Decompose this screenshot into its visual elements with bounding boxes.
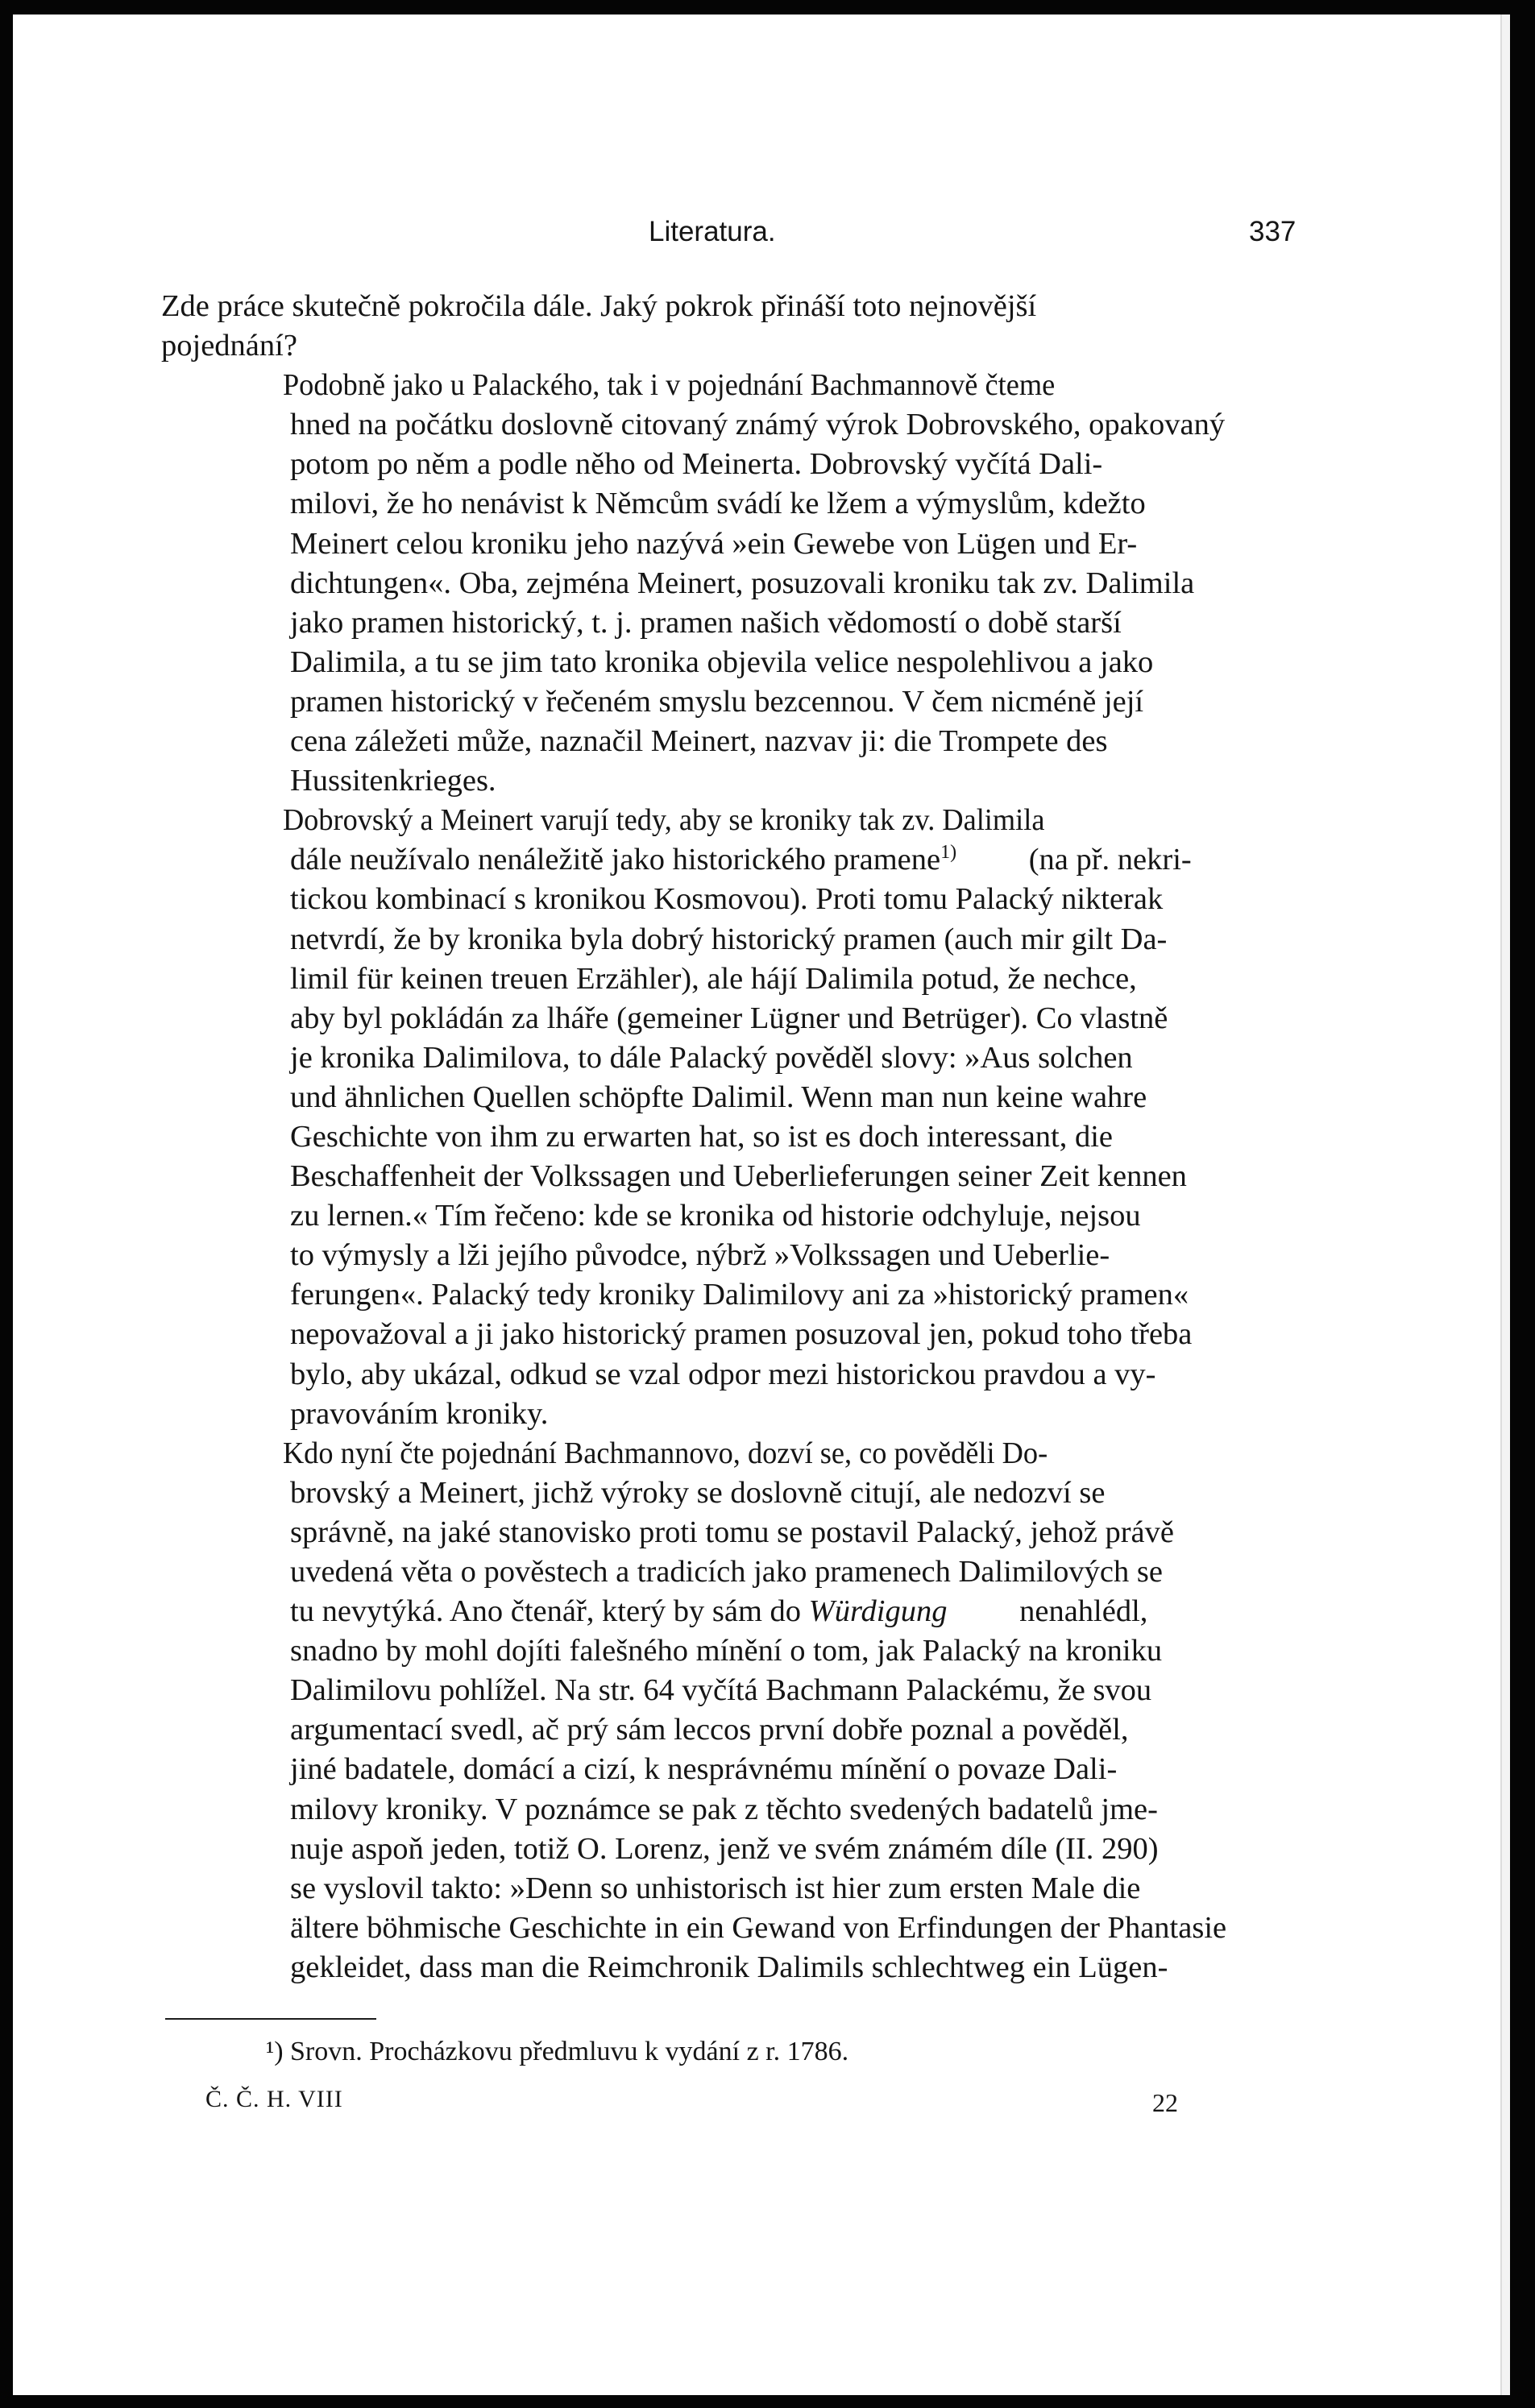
footnote-reference: 1) — [940, 842, 957, 864]
text-line: nepovažoval a ji jako historický pramen posuzoval jen, pokud toho třeba — [290, 1317, 1193, 1352]
paragraph — [161, 287, 1301, 366]
text-line: dichtungen«. Oba, zejména Meinert, posuzovali kroniku tak zv. Dalimila — [290, 566, 1195, 600]
text-line: ältere böhmische Geschichte in ein Gewand von Erfindungen der Phantasie — [290, 1910, 1227, 1945]
text-line: snadno by mohl dojíti falešného mínění o tom, jak Palacký na kroniku — [290, 1634, 1163, 1668]
text-line: dále neužívalo nenáležitě jako historického pramene$^{1)}$ (na př. nekri- — [290, 842, 1192, 877]
footnote — [266, 2037, 848, 2067]
scan-edge — [1500, 15, 1510, 2395]
text-line: se vyslovil takto: »Denn so unhistorisch ist hier zum ersten Male die — [290, 1871, 1141, 1905]
sheet-number: 22 — [1152, 2088, 1178, 2117]
italic-title: Würdigung — [808, 1594, 948, 1629]
text-line: to výmysly a lži jejího původce, nýbrž »Volkssagen und Ueberlie- — [290, 1238, 1110, 1273]
text-line: potom po něm a podle něho od Meinerta. Dobrovský vyčítá Dali- — [290, 447, 1103, 482]
text-line: Kdo nyní čte pojednání Bachmannovo, dozví se, co pověděli Do- — [282, 1436, 1048, 1470]
text-line: jiné badatele, domácí a cizí, k nesprávnému mínění o povaze Dali- — [290, 1752, 1118, 1787]
text-line: und ähnlichen Quellen schöpfte Dalimil. Wenn man nun keine wahre — [290, 1080, 1147, 1114]
text-line: tickou kombinací s kronikou Kosmovou). Proti tomu Palacký nikterak — [290, 882, 1164, 917]
text-line: pojednání? — [161, 329, 297, 363]
text-line: Beschaffenheit der Volkssagen und Ueberlieferungen seiner Zeit kennen — [290, 1159, 1187, 1194]
text-line: pravováním kroniky. — [290, 1396, 549, 1431]
text-line: tu nevytýká. Ano čtenář, který by sám do Würdigung nenahlédl, — [290, 1594, 1148, 1629]
signature-mark: Č. Č. H. VIII — [205, 2086, 343, 2112]
text-line: Dalimila, a tu se jim tato kronika objevila velice nespolehlivou a jako — [290, 644, 1154, 679]
text-line: uvedená věta o pověstech a tradicích jako pramenech Dalimilových se — [290, 1555, 1163, 1589]
text-line: argumentací svedl, ač prý sám leccos první dobře poznal a pověděl, — [290, 1713, 1129, 1747]
text-line: pramen historický v řečeném smyslu bezcennou. V čem nicméně její — [290, 684, 1144, 719]
text-line: zu lernen.« Tím řečeno: kde se kronika od historie odchyluje, nejsou — [290, 1199, 1141, 1233]
text-line: gekleidet, dass man die Reimchronik Dalimils schlechtweg ein Lügen- — [290, 1950, 1168, 1984]
paragraph — [161, 1434, 1301, 1987]
text-line: Meinert celou kroniku jeho nazývá »ein Gewebe von Lügen und Er- — [290, 526, 1138, 561]
text-line: cena záležeti může, naznačil Meinert, nazvav ji: die Trompete des — [290, 724, 1108, 759]
text-line: Zde práce skutečně pokročila dále. Jaký pokrok přináší toto nejnovější — [161, 289, 1037, 323]
paragraph — [161, 366, 1301, 801]
text-line: milovy kroniky. V poznámce se pak z těchto svedených badatelů jme- — [290, 1792, 1158, 1826]
text-line: Podobně jako u Palackého, tak i v pojednání Bachmannově čteme — [282, 368, 1056, 403]
body-text — [161, 287, 1301, 1987]
text-line: milovi, že ho nenávist k Němcům svádí ke lžem a výmyslům, kdežto — [290, 487, 1146, 521]
text-line: Dalimilovu pohlížel. Na str. 64 vyčítá Bachmann Palackému, že svou — [290, 1673, 1152, 1708]
paragraph — [161, 801, 1301, 1434]
page-number: 337 — [1249, 216, 1296, 247]
footnote-marker: ¹) — [266, 2037, 284, 2066]
text-line: Dobrovský a Meinert varují tedy, aby se kroniky tak zv. Dalimila — [282, 803, 1045, 838]
text-line: brovský a Meinert, jichž výroky se doslovně citují, ale nedozví se — [290, 1475, 1106, 1510]
footnote-text: Srovn. Procházkovu předmluvu k vydání z r. 1786. — [290, 2037, 849, 2066]
text-line: bylo, aby ukázal, odkud se vzal odpor mezi historickou pravdou a vy- — [290, 1357, 1156, 1391]
text-line: netvrdí, že by kronika byla dobrý historický pramen (auch mir gilt Da- — [290, 922, 1168, 956]
text-line: Hussitenkrieges. — [290, 764, 496, 798]
text-line: Geschichte von ihm zu erwarten hat, so ist es doch interessant, die — [290, 1119, 1114, 1154]
running-title: Literatura. — [649, 216, 776, 247]
text-line: ferungen«. Palacký tedy kroniky Dalimilovy ani za »historický pramen« — [290, 1278, 1189, 1312]
text-line: aby byl pokládán za lháře (gemeiner Lügner und Betrüger). Co vlastně — [290, 1001, 1168, 1035]
text-line: je kronika Dalimilova, to dále Palacký pověděl slovy: »Aus solchen — [290, 1040, 1133, 1075]
text-line: nuje aspoň jeden, totiž O. Lorenz, jenž ve svém známém díle (II. 290) — [290, 1831, 1159, 1866]
text-line: správně, na jaké stanovisko proti tomu se postavil Palacký, jehož právě — [290, 1515, 1174, 1549]
footnote-rule — [165, 2018, 376, 2020]
text-line: hned na počátku doslovně citovaný známý výrok Dobrovského, opakovaný — [290, 408, 1226, 442]
text-line: jako pramen historický, t. j. pramen našich vědomostí o době starší — [290, 605, 1122, 640]
text-line: limil für keinen treuen Erzähler), ale hájí Dalimila potud, že nechce, — [290, 961, 1137, 996]
